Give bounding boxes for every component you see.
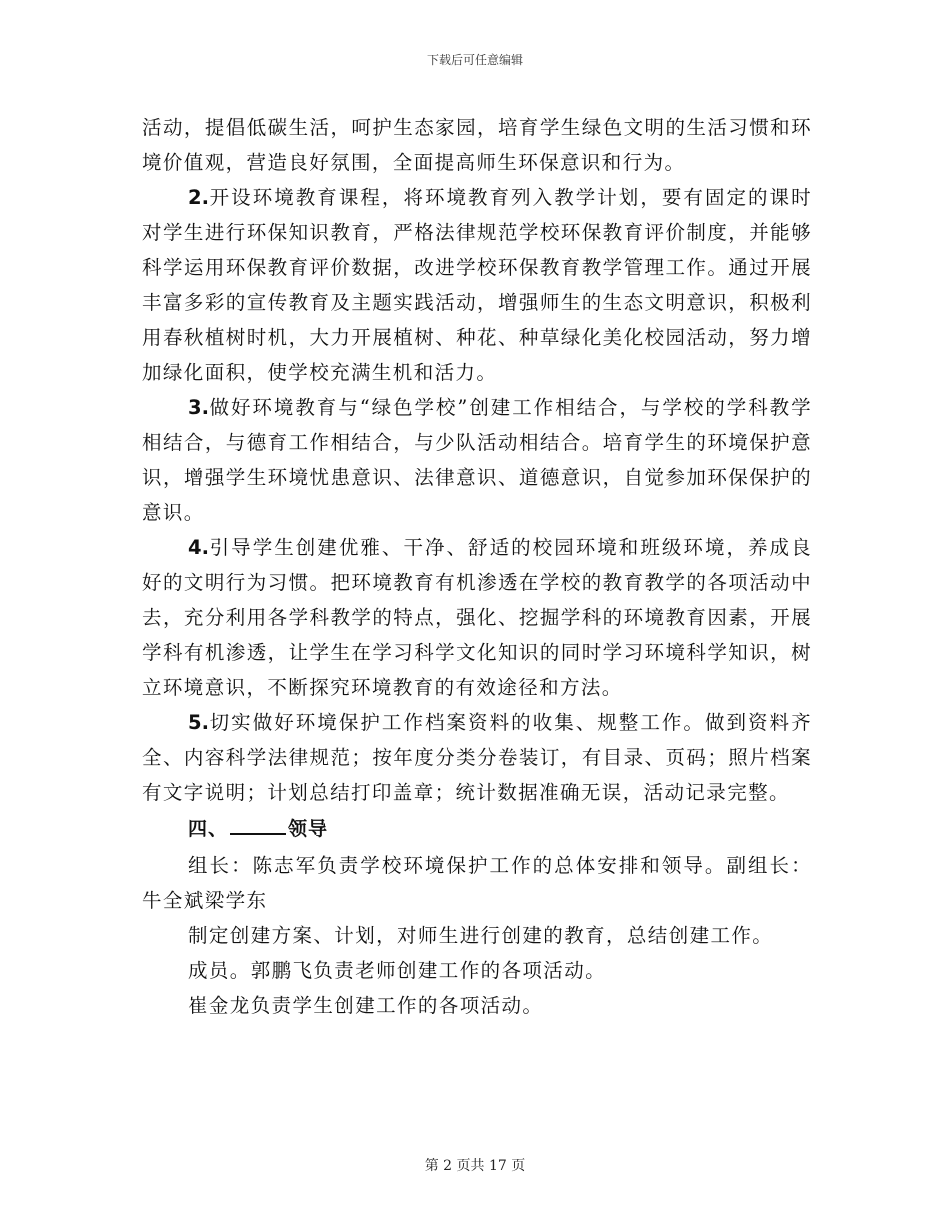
section-heading-prefix: 四、	[188, 818, 229, 840]
paragraph-continued: 活动，提倡低碳生活，呵护生态家园，培育学生绿色文明的生活习惯和环境价值观，营造良好氛围，全面提高师生环保意识和行为。	[142, 116, 812, 174]
list-item-text: 引导学生创建优雅、干净、舒适的校园环境和班级环境，养成良好的文明行为习惯。把环境教育有机渗透在学校的教育教学的各项活动中去，充分利用各学科教学的特点，强化、挖掘学科的环境教育因素，开展学科有机渗透，让学生在学习科学文化知识的同时学习环境科学知识，树立环境意识，不断探究环境教育的有效途径和方法。	[142, 536, 812, 699]
list-item-number: 2.	[188, 186, 209, 209]
list-item-3	[142, 390, 812, 530]
document-body	[142, 110, 812, 1023]
paragraph-member-1: 成员。郭鹏飞负责老师创建工作的各项活动。	[188, 959, 607, 982]
list-item-text: 做好环境教育与“绿色学校”创建工作相结合，与学校的学科教学相结合，与德育工作相结合，与少队活动相结合。培育学生的环境保护意识，增强学生环境忧患意识、法律意识、道德意识，自觉参加环保保护的意识。	[142, 396, 812, 524]
section-heading	[142, 810, 812, 848]
list-item-text: 切实做好环境保护工作档案资料的收集、规整工作。做到资料齐全、内容科学法律规范；按年度分类分卷装订，有目录、页码；照片档案有文字说明；计划总结打印盖章；统计数据准确无误，活动记录完整。	[142, 711, 812, 804]
paragraph-leader: 组长：陈志军负责学校环境保护工作的总体安排和领导。副组长：牛全斌梁学东	[142, 854, 812, 912]
section-heading-suffix: 领导	[288, 818, 329, 840]
fill-in-blank	[230, 813, 286, 835]
list-item-number: 3.	[188, 396, 209, 419]
page-header-note: 下载后可任意编辑	[426, 53, 523, 67]
list-item-4	[142, 530, 812, 705]
paragraph-member-2: 崔金龙负责学生创建工作的各项活动。	[188, 994, 544, 1017]
list-item-5	[142, 705, 812, 810]
list-item-number: 5.	[188, 711, 209, 734]
list-item-text: 开设环境教育课程，将环境教育列入教学计划，要有固定的课时对学生进行环保知识教育，严格法律规范学校环保教育评价制度，并能够科学运用环保教育评价数据，改进学校环保教育教学管理工作。通过开展丰富多彩的宣传教育及主题实践活动，增强师生的生态文明意识，积极利用春秋植树时机，大力开展植树、种花、种草绿化美化校园活动，努力增加绿化面积，使学校充满生机和活力。	[142, 186, 812, 384]
list-item-2	[142, 180, 812, 390]
list-item-number: 4.	[188, 536, 209, 559]
paragraph-duty: 制定创建方案、计划，对师生进行创建的教育，总结创建工作。	[188, 924, 774, 947]
page-number: 第 2 页共 17 页	[424, 1158, 526, 1174]
